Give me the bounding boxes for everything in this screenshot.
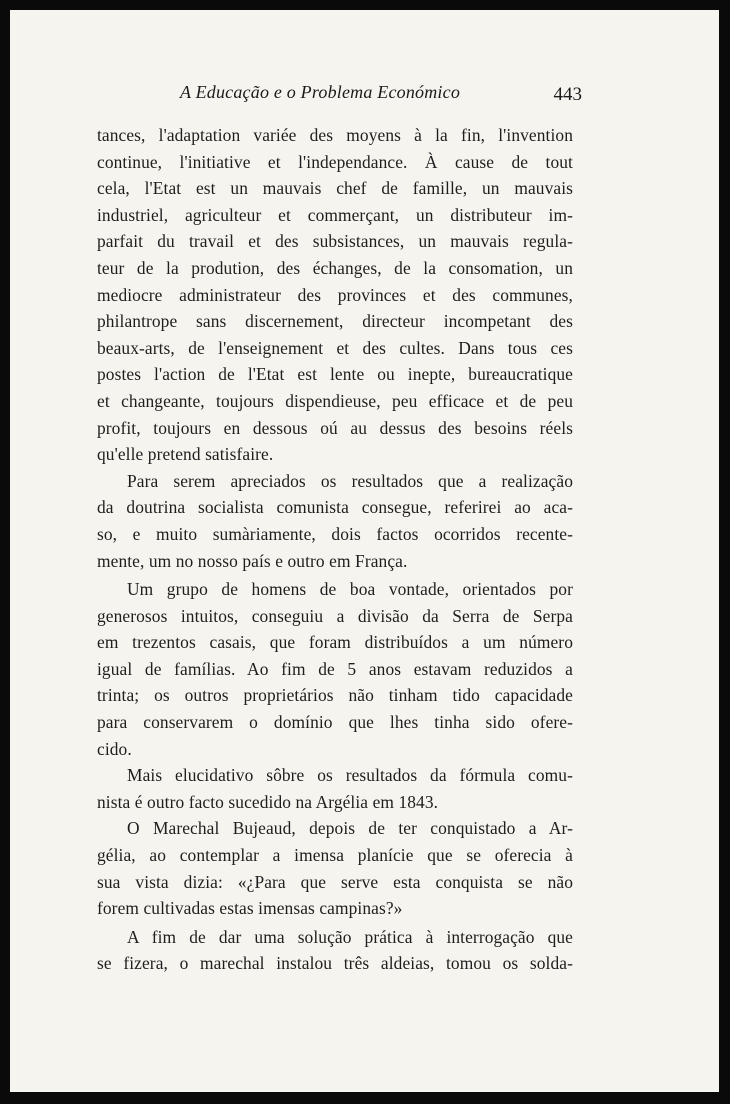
text-line: beaux-arts, de l'enseignement et des cultes. Dans tous ces	[97, 337, 573, 358]
text-line: da doutrina socialista comunista consegue, referirei ao aca-	[97, 497, 573, 518]
text-line: mediocre administrateur des provinces et des communes,	[97, 284, 573, 305]
text-line: para conservarem o domínio que lhes tinha sido ofere-	[97, 712, 573, 733]
text-line: continue, l'initiative et l'independance. À cause de tout	[97, 151, 573, 172]
text-line: philantrope sans discernement, directeur incompetant des	[97, 311, 573, 332]
text-line: postes l'action de l'Etat est lente ou inepte, bureaucratique	[97, 364, 573, 385]
text-line: et changeante, toujours dispendieuse, peu efficace et de peu	[97, 390, 573, 411]
text-line: Um grupo de homens de boa vontade, orientados por	[127, 579, 573, 600]
text-line: tances, l'adaptation variée des moyens à la fin, l'invention	[97, 125, 573, 145]
page-header	[98, 78, 582, 108]
text-line: cela, l'Etat est un mauvais chef de famille, un mauvais	[97, 178, 573, 199]
text-line: Para serem apreciados os resultados que a realização	[127, 470, 573, 491]
text-line: O Marechal Bujeaud, depois de ter conquistado a Ar-	[127, 818, 573, 839]
text-line: se fizera, o marechal instalou três aldeias, tomou os solda-	[97, 953, 573, 974]
text-line: generosos intuitos, conseguiu a divisão da Serra de Serpa	[97, 605, 573, 626]
running-title: A Educação e o Problema Económico	[180, 82, 461, 102]
page-number: 443	[553, 84, 582, 105]
text-line: forem cultivadas estas imensas campinas?»	[97, 898, 403, 919]
text-line: trinta; os outros proprietários não tinham tido capacidade	[97, 685, 573, 706]
text-line: em trezentos casais, que foram distribuídos a um número	[97, 632, 573, 653]
text-line: A fim de dar uma solução prática à interrogação que	[127, 926, 573, 947]
text-line: qu'elle pretend satisfaire.	[97, 444, 274, 465]
text-line: gélia, ao contemplar a imensa planície que se oferecia à	[97, 845, 573, 866]
text-line: so, e muito sumàriamente, dois factos ocorridos recente-	[97, 523, 573, 544]
text-line: igual de famílias. Ao fim de 5 anos estavam reduzidos a	[97, 658, 573, 679]
text-line: parfait du travail et des subsistances, un mauvais regula-	[97, 231, 573, 252]
text-line: sua vista dizia: «¿Para que serve esta conquista se não	[97, 871, 573, 892]
text-line: mente, um no nosso país e outro em França.	[97, 550, 408, 571]
body-text	[97, 122, 573, 977]
text-line: nista é outro facto sucedido na Argélia em 1843.	[97, 791, 439, 812]
text-line: cido.	[97, 738, 132, 759]
text-line: industriel, agriculteur et commerçant, un distributeur im-	[97, 204, 573, 225]
book-page	[10, 10, 719, 1092]
text-line: profit, toujours en dessous oú au dessus des besoins réels	[97, 417, 573, 438]
text-line: teur de la prodution, des échanges, de la consomation, un	[97, 257, 573, 278]
text-line: Mais elucidativo sôbre os resultados da fórmula comu-	[127, 765, 573, 786]
